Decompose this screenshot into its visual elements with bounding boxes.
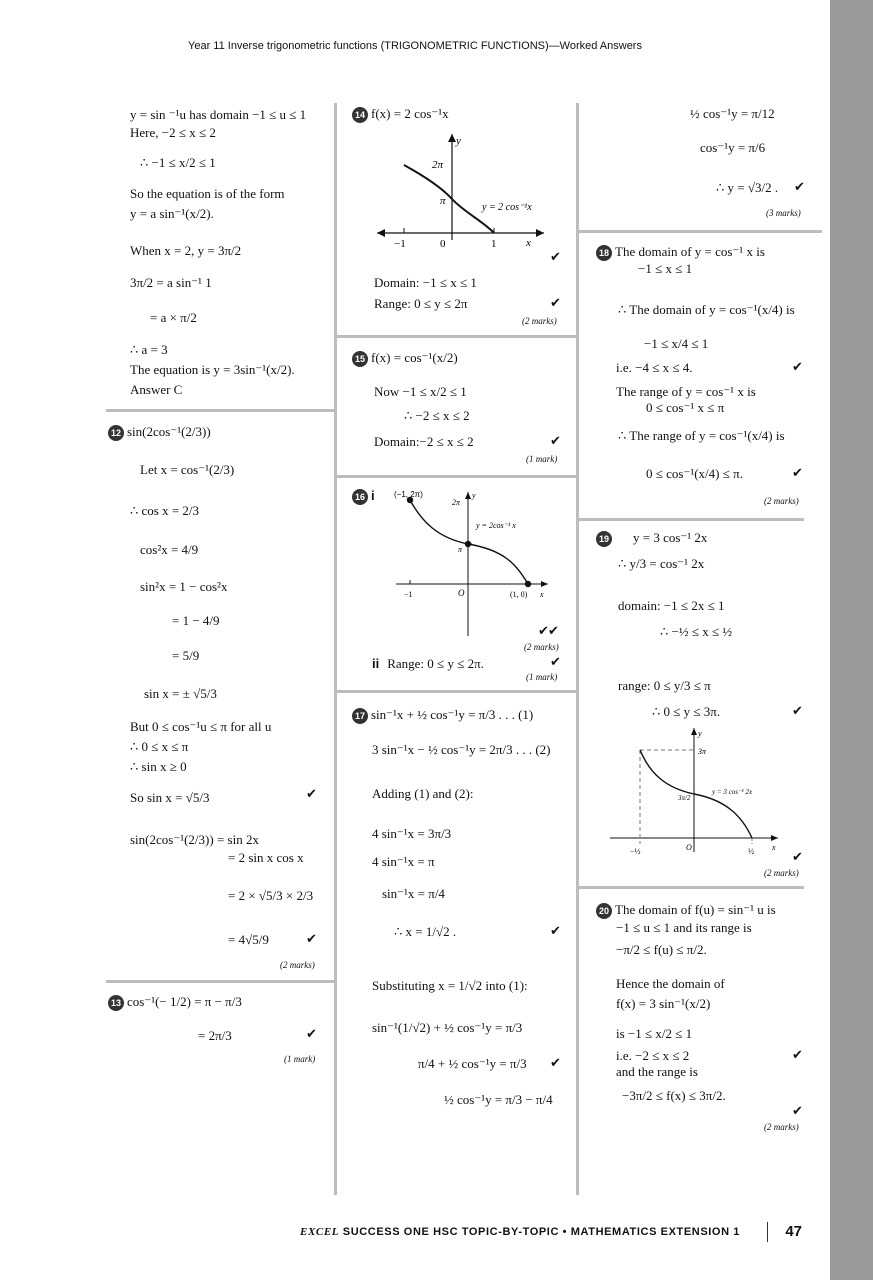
solution-line: ∴ sin x ≥ 0 <box>130 759 187 774</box>
solution-line: = 2 sin x cos x <box>228 850 304 865</box>
solution-line: 4 sin⁻¹x = π <box>372 854 435 869</box>
solution-line: = 1 − 4/9 <box>172 613 220 628</box>
tick-mark: ✔ <box>306 787 317 802</box>
solution-line: ∴ cos x = 2/3 <box>130 503 200 518</box>
section-divider <box>578 230 822 233</box>
curve-label: y = 2cos⁻¹ x <box>476 521 516 530</box>
graph-q14 <box>372 130 552 255</box>
marks-label: (2 marks) <box>524 642 559 652</box>
solution-line: f(x) = 3 sin⁻¹(x/2) <box>616 996 711 1011</box>
solution-line: = a × π/2 <box>150 310 197 325</box>
point-label: (1, 0) <box>510 590 528 599</box>
question-number: 16 <box>352 489 368 505</box>
solution-line: Domain:−2 ≤ x ≤ 2 <box>374 434 474 449</box>
section-divider <box>106 980 334 983</box>
tick-mark: ✔ <box>550 924 561 939</box>
answer-q16 <box>352 486 574 686</box>
solution-line: sin⁻¹x + ½ cos⁻¹y = π/3 . . . (1) <box>371 707 534 722</box>
tick-mark: ✔ <box>550 655 561 670</box>
solution-line: cos⁻¹y = π/6 <box>700 140 766 155</box>
solution-line: The domain of f(u) = sin⁻¹ u is <box>615 902 776 917</box>
solution-line: ∴ 0 ≤ y ≤ 3π. <box>652 704 721 719</box>
tick-mark: ✔ <box>550 250 561 265</box>
solution-line: f(x) = cos⁻¹(x/2) <box>371 350 458 365</box>
solution-line: −1 ≤ u ≤ 1 and its range is <box>616 920 752 935</box>
footer-divider <box>767 1222 768 1242</box>
section-divider <box>578 518 804 521</box>
x-tick: −1 <box>394 238 406 250</box>
question-number: 14 <box>352 107 368 123</box>
solution-line: −1 ≤ x/4 ≤ 1 <box>644 336 709 351</box>
tick-mark: ✔ <box>792 360 803 375</box>
footer-title <box>300 1226 740 1238</box>
solution-line: The range of y = cos⁻¹ x is <box>616 384 756 399</box>
solution-line: ∴ The range of y = cos⁻¹(x/4) is <box>618 428 785 443</box>
solution-line: sin x = ± √5/3 <box>144 686 217 701</box>
solution-line: sin⁻¹(1/√2) + ½ cos⁻¹y = π/3 <box>372 1020 523 1035</box>
solution-line: f(x) = 2 cos⁻¹x <box>371 106 449 121</box>
solution-line: When x = 2, y = 3π/2 <box>130 243 242 258</box>
x-tick: −½ <box>630 847 641 856</box>
question-number: 20 <box>596 903 612 919</box>
tick-mark: ✔ <box>306 932 317 947</box>
question-number: 15 <box>352 351 368 367</box>
marks-label: (2 marks) <box>764 1122 799 1132</box>
solution-line: = 5/9 <box>172 648 200 663</box>
solution-line: ∴ a = 3 <box>130 342 168 357</box>
column-divider <box>576 103 579 1195</box>
part-label: i <box>371 488 375 503</box>
footer-series: SUCCESS ONE HSC TOPIC-BY-TOPIC • MATHEMATICS EXTENSION 1 <box>339 1226 740 1238</box>
solution-line: cos²x = 4/9 <box>140 542 199 557</box>
section-divider <box>106 409 334 412</box>
marks-label: (2 marks) <box>522 316 557 326</box>
y-axis-label: y <box>456 135 461 147</box>
solution-line: The equation is y = 3sin⁻¹(x/2). <box>130 362 295 377</box>
solution-line: But 0 ≤ cos⁻¹u ≤ π for all u <box>130 719 272 734</box>
solution-line: domain: −1 ≤ 2x ≤ 1 <box>618 598 725 613</box>
running-header: Year 11 Inverse trigonometric functions (TRIGONOMETRIC FUNCTIONS)—Worked Answers <box>188 40 642 52</box>
solution-line: Range: 0 ≤ y ≤ 2π <box>374 296 468 311</box>
solution-line: The domain of y = cos⁻¹ x is <box>615 244 765 259</box>
question-number: 17 <box>352 708 368 724</box>
graph-q19 <box>606 724 786 862</box>
footer-brand: EXCEL <box>300 1226 340 1238</box>
solution-line: = 2π/3 <box>198 1028 232 1043</box>
x-tick: O <box>458 588 465 598</box>
marks-label: (1 mark) <box>526 454 558 464</box>
solution-line: So the equation is of the form <box>130 186 285 201</box>
answer-q17 <box>352 702 574 1122</box>
section-divider <box>578 886 804 889</box>
solution-line: ∴ 0 ≤ x ≤ π <box>130 739 189 754</box>
y-tick: 2π <box>432 159 444 171</box>
answer-q20 <box>596 898 810 1138</box>
solution-line: Here, −2 ≤ x ≤ 2 <box>130 125 216 140</box>
solution-line: y = 3 cos⁻¹ 2x <box>633 530 708 545</box>
marks-label: (1 mark) <box>284 1054 316 1064</box>
solution-line: y = sin ⁻¹u has domain −1 ≤ u ≤ 1 <box>130 107 307 122</box>
solution-line: i.e. −2 ≤ x ≤ 2 <box>616 1048 690 1063</box>
solution-line: −1 ≤ x ≤ 1 <box>638 261 693 276</box>
solution-line: Now −1 ≤ x/2 ≤ 1 <box>374 384 467 399</box>
tick-mark: ✔ <box>792 704 803 719</box>
section-divider <box>336 690 576 693</box>
x-tick: 0 <box>440 238 446 250</box>
solution-line: −π/2 ≤ f(u) ≤ π/2. <box>616 942 707 957</box>
solution-line: i.e. −4 ≤ x ≤ 4. <box>616 360 693 375</box>
solution-line: = 4√5/9 <box>228 932 269 947</box>
question-number: 13 <box>108 995 124 1011</box>
x-axis-label: x <box>540 590 544 599</box>
solution-line: Let x = cos⁻¹(2/3) <box>140 462 235 477</box>
graph-q16 <box>388 486 558 636</box>
x-tick: ½ <box>748 847 754 856</box>
solution-line: ∴ x = 1/√2 . <box>394 924 457 939</box>
solution-line: cos⁻¹(− 1/2) = π − π/3 <box>127 994 242 1009</box>
solution-line: ∴ y = √3/2 . <box>716 180 779 195</box>
tick-mark: ✔ <box>792 1104 803 1119</box>
marks-label: (2 marks) <box>764 496 799 506</box>
y-tick: π <box>458 545 463 554</box>
tick-mark: ✔ <box>550 296 561 311</box>
solution-line: −3π/2 ≤ f(x) ≤ 3π/2. <box>622 1088 726 1103</box>
curve-label: y = 3 cos⁻¹ 2x <box>712 788 753 796</box>
solution-line: 0 ≤ cos⁻¹ x ≤ π <box>646 400 725 415</box>
solution-line: and the range is <box>616 1064 698 1079</box>
section-divider <box>336 335 576 338</box>
y-tick: 3π/2 <box>678 794 691 802</box>
answer-q18 <box>596 240 810 512</box>
solution-line: 3 sin⁻¹x − ½ cos⁻¹y = 2π/3 . . . (2) <box>372 742 551 757</box>
curve-label: y = 2 cos⁻¹x <box>482 202 532 213</box>
point-label: (−1, 2π) <box>394 490 423 499</box>
solution-line: ∴ −½ ≤ x ≤ ½ <box>660 624 733 639</box>
y-tick: 2π <box>452 498 461 507</box>
tick-mark: ✔ <box>538 624 546 639</box>
tick-mark: ✔ <box>550 434 561 449</box>
solution-line: is −1 ≤ x/2 ≤ 1 <box>616 1026 693 1041</box>
solution-line: ∴ −2 ≤ x ≤ 2 <box>404 408 470 423</box>
solution-line: ∴ The domain of y = cos⁻¹(x/4) is <box>618 302 795 317</box>
column-divider <box>334 103 337 1195</box>
tick-mark: ✔ <box>792 1048 803 1063</box>
answer-q14 <box>352 100 574 332</box>
answer-q19 <box>596 528 810 880</box>
question-number: 19 <box>596 531 612 547</box>
y-tick: 3π <box>698 747 707 756</box>
tick-mark: ✔ <box>794 180 805 195</box>
solution-line: y = a sin⁻¹(x/2). <box>130 206 214 221</box>
answer-q17-continued <box>580 100 808 225</box>
solution-line: Substituting x = 1/√2 into (1): <box>372 978 528 993</box>
tick-mark: ✔ <box>548 624 559 639</box>
question-number: 18 <box>596 245 612 261</box>
x-axis-label: x <box>772 843 776 852</box>
x-tick: −1 <box>404 590 413 599</box>
solution-line: range: 0 ≤ y/3 ≤ π <box>618 678 711 693</box>
y-tick: π <box>440 195 446 207</box>
section-divider <box>336 475 576 478</box>
y-axis-label: y <box>698 729 702 738</box>
solution-line: So sin x = √5/3 <box>130 790 210 805</box>
solution-line: sin(2cos⁻¹(2/3)) <box>127 424 211 439</box>
answer-q13 <box>108 990 332 1070</box>
page-edge-tab <box>830 0 873 1280</box>
x-tick: O <box>686 843 692 852</box>
tick-mark: ✔ <box>550 1056 561 1071</box>
x-axis-label: x <box>526 237 531 249</box>
solution-line: ∴ y/3 = cos⁻¹ 2x <box>618 556 705 571</box>
solution-line: 0 ≤ cos⁻¹(x/4) ≤ π. <box>646 466 743 481</box>
marks-label: (3 marks) <box>766 208 801 218</box>
solution-line: Answer C <box>130 382 183 397</box>
solution-line: Adding (1) and (2): <box>372 786 474 801</box>
solution-line: ∴ −1 ≤ x/2 ≤ 1 <box>140 155 216 170</box>
solution-line: sin(2cos⁻¹(2/3)) = sin 2x <box>130 832 259 847</box>
solution-line: 4 sin⁻¹x = 3π/3 <box>372 826 452 841</box>
solution-line: Hence the domain of <box>616 976 725 991</box>
solution-line: sin⁻¹x = π/4 <box>382 886 445 901</box>
answer-q12 <box>108 420 332 975</box>
question-number: 12 <box>108 425 124 441</box>
marks-label: (2 marks) <box>280 960 315 970</box>
solution-line: Range: 0 ≤ y ≤ 2π. <box>387 656 484 671</box>
solution-line: = 2 × √5/3 × 2/3 <box>228 888 314 903</box>
solution-line: sin²x = 1 − cos²x <box>140 579 228 594</box>
marks-label: (1 mark) <box>526 672 558 682</box>
solution-line: ½ cos⁻¹y = π/12 <box>690 106 775 121</box>
page-number: 47 <box>785 1223 802 1240</box>
tick-mark: ✔ <box>792 466 803 481</box>
solution-line: ½ cos⁻¹y = π/3 − π/4 <box>444 1092 553 1107</box>
solution-line: π/4 + ½ cos⁻¹y = π/3 <box>418 1056 527 1071</box>
part-label: ii <box>372 656 380 671</box>
marks-label: (2 marks) <box>764 868 799 878</box>
x-tick: 1 <box>491 238 497 250</box>
y-axis-label: y <box>472 491 476 500</box>
tick-mark: ✔ <box>306 1027 317 1042</box>
solution-line: Domain: −1 ≤ x ≤ 1 <box>374 275 477 290</box>
answer-q15 <box>352 346 574 471</box>
tick-mark: ✔ <box>792 850 803 865</box>
solution-line: 3π/2 = a sin⁻¹ 1 <box>130 275 212 290</box>
